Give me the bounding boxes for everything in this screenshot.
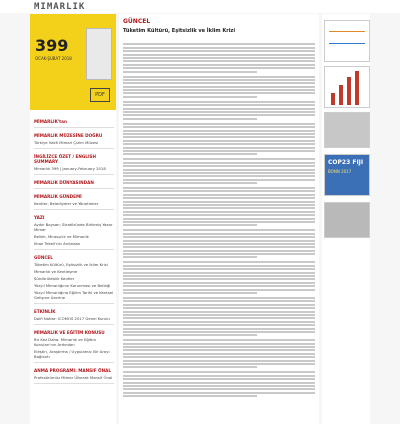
toc-item[interactable] bbox=[34, 283, 114, 288]
issue-date: OCAK-ŞUBAT 2018 bbox=[35, 56, 72, 61]
toc-item-label: Mimarlık ve Kentleşme bbox=[34, 269, 78, 274]
toc-item[interactable] bbox=[34, 140, 114, 145]
sidebar bbox=[30, 14, 116, 424]
banner-subtitle: BONN 2017 bbox=[328, 169, 352, 174]
toc-item-label: Kentler, Belediyeler ve Yönetimler bbox=[34, 201, 99, 206]
bar-chart-thumbnail[interactable] bbox=[324, 66, 370, 108]
top-bar bbox=[0, 0, 400, 13]
divider bbox=[34, 209, 114, 210]
cover-illustration bbox=[86, 28, 112, 80]
toc-section-title[interactable]: ANMA PROGRAMI: MANSIF ÖNAL bbox=[34, 368, 112, 373]
toc-section-title[interactable]: İNGİLİZCE ÖZET / ENGLISH SUMMARY bbox=[34, 154, 97, 164]
divider bbox=[34, 362, 114, 363]
article-paragraph bbox=[123, 101, 315, 120]
toc-item[interactable] bbox=[34, 222, 114, 232]
article-paragraph bbox=[123, 371, 315, 397]
article-paragraph bbox=[123, 76, 315, 98]
toc-section-title[interactable]: YAZI bbox=[34, 215, 45, 220]
toc-item-label: Eleştiri, Araştırma / Uygulama: Bir Arayı Bağlantı bbox=[34, 349, 110, 359]
toc-item-label: Bellek, Mirasçılık ve Mimarlık bbox=[34, 234, 89, 239]
toc-item[interactable] bbox=[34, 316, 114, 321]
toc-item[interactable] bbox=[34, 290, 114, 300]
article-paragraph bbox=[123, 261, 315, 294]
article-paragraph bbox=[123, 297, 315, 336]
image-column bbox=[322, 14, 370, 424]
toc-item-label: Aydın Boysan: Stratöründe Birikmiş Yazar Mimar bbox=[34, 222, 113, 232]
toc-item-label: Tüketim Kültürü, Eşitsizlik ve İklim Krizi bbox=[34, 262, 108, 267]
toc-item-label: Yüzyıl Mimarlığının Korunması ve Belleği bbox=[34, 283, 111, 288]
toc-item-label: İlhan Tekeli'nin Ardından bbox=[34, 241, 81, 246]
toc-section-title[interactable]: MİMARLIK'tan bbox=[34, 119, 67, 124]
article-paragraph bbox=[123, 158, 315, 184]
toc-item[interactable] bbox=[34, 375, 114, 380]
article-body bbox=[123, 42, 315, 400]
divider bbox=[34, 303, 114, 304]
article-paragraph bbox=[123, 187, 315, 226]
toc-section-title[interactable]: MİMARLIK GÜNDEMİ bbox=[34, 194, 82, 199]
toc-item[interactable] bbox=[34, 262, 114, 267]
issue-cover[interactable] bbox=[30, 14, 116, 110]
article-paragraph bbox=[123, 43, 315, 72]
toc-item[interactable] bbox=[34, 201, 114, 206]
article-category: GÜNCEL bbox=[123, 18, 151, 25]
toc-section-title[interactable]: MİMARLIK DÜNYASINDAN bbox=[34, 180, 94, 185]
toc-item[interactable] bbox=[34, 337, 114, 347]
toc-item[interactable] bbox=[34, 166, 114, 171]
article-paragraph bbox=[123, 229, 315, 258]
toc-item[interactable] bbox=[34, 276, 114, 281]
toc-section-title[interactable]: GÜNCEL bbox=[34, 255, 53, 260]
toc-section-title[interactable]: ETKİNLİK bbox=[34, 309, 56, 314]
divider bbox=[34, 383, 114, 384]
toc-item-label: Mimarlık 399 | January-February 2018 bbox=[34, 166, 106, 171]
toc-section-title[interactable]: MİMARLIK MÜZESİNE DOĞRU bbox=[34, 133, 103, 138]
divider bbox=[34, 127, 114, 128]
article-title: Tüketim Kültürü, Eşitsizlik ve İklim Krizi bbox=[123, 28, 236, 34]
toc-item-label: Dolfi Notlar: ICOMOS 2017 Genel Kurulu bbox=[34, 316, 110, 321]
toc-item-label: Yüzyıl Mimarlığına Eğilim Tarihi ve Kentsel Gelişme Üzerine bbox=[34, 290, 114, 300]
toc-item-label: Sürdürülebilir Kentler bbox=[34, 276, 75, 281]
site-logo[interactable]: MIMARLIK bbox=[34, 2, 86, 12]
banner-title: COP23 FIJI bbox=[328, 159, 364, 166]
divider bbox=[34, 249, 114, 250]
cop23-banner[interactable] bbox=[324, 154, 370, 196]
photo-thumbnail[interactable] bbox=[324, 112, 370, 148]
table-of-contents bbox=[34, 114, 114, 387]
toc-item-label: Bir Kez Daha: Mimarlık ve Eğitim Konuları'nın Ardından bbox=[34, 337, 97, 347]
article-paragraph bbox=[123, 339, 315, 368]
toc-section-title[interactable]: MİMARLIK VE EĞİTİM KONUSU bbox=[34, 330, 105, 335]
chart-thumbnail[interactable] bbox=[324, 20, 370, 62]
toc-item[interactable] bbox=[34, 349, 114, 359]
issue-number: 399 bbox=[35, 36, 69, 55]
toc-item[interactable] bbox=[34, 269, 114, 274]
toc-item-label: Türkiye Vakfı Mimari Çizim Müzesi bbox=[34, 140, 99, 145]
divider bbox=[34, 174, 114, 175]
divider bbox=[34, 188, 114, 189]
toc-item[interactable] bbox=[34, 241, 114, 246]
photo-thumbnail-2[interactable] bbox=[324, 202, 370, 238]
article-paragraph bbox=[123, 123, 315, 156]
divider bbox=[34, 324, 114, 325]
toc-item-label: Profesörümüz Mimar Ülkerak Mansif Önal bbox=[34, 375, 113, 380]
article bbox=[119, 14, 319, 424]
divider bbox=[34, 148, 114, 149]
pdf-download-icon[interactable]: PDF bbox=[90, 88, 110, 102]
toc-item[interactable] bbox=[34, 234, 114, 239]
